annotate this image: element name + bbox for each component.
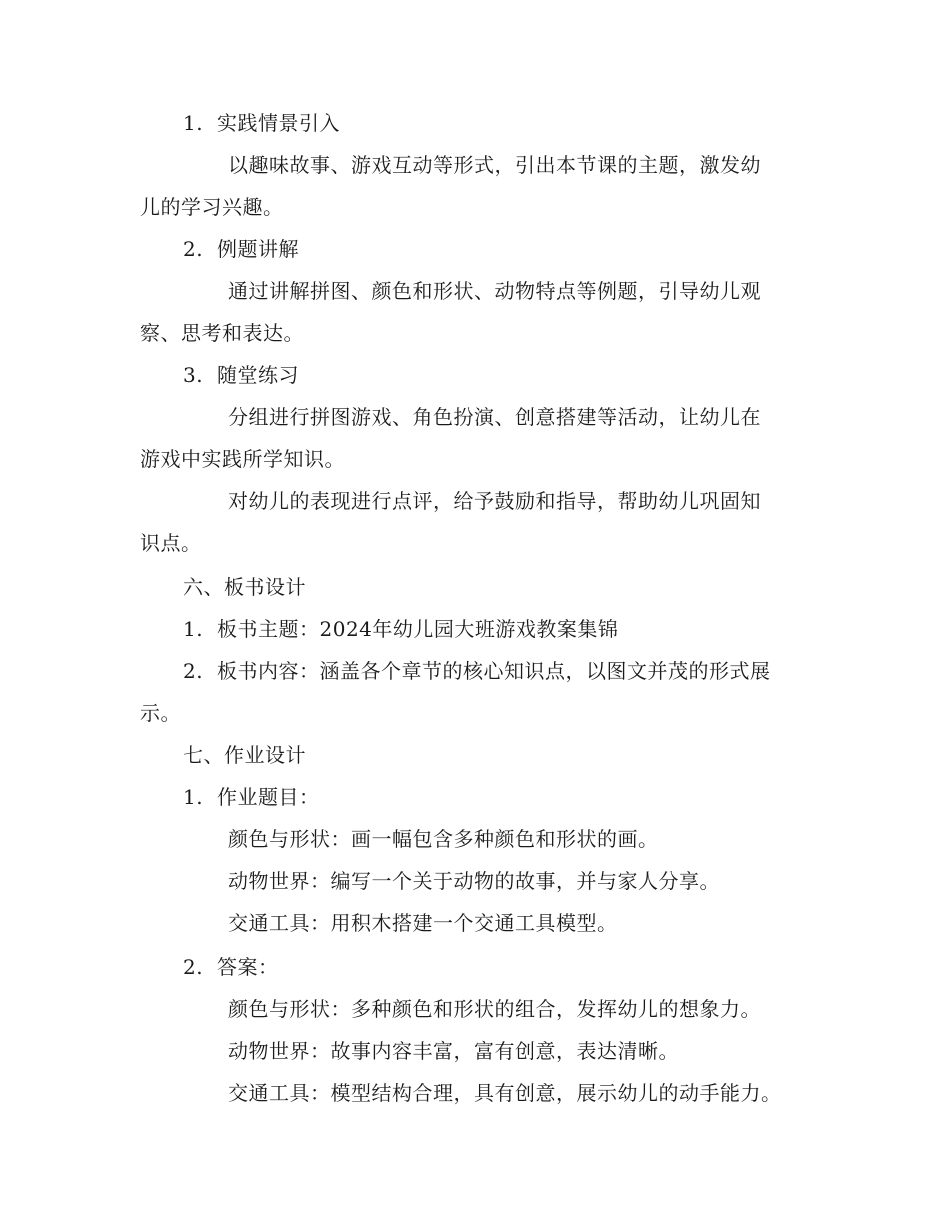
section-number: 1.	[183, 111, 204, 135]
paragraph-line: 儿的学习兴趣。	[140, 195, 284, 219]
chapter-heading-6: 六、板书设计	[183, 575, 306, 599]
list-item	[183, 657, 771, 685]
paragraph-line: 察、思考和表达。	[140, 321, 304, 345]
section-title: 实践情景引入	[217, 111, 340, 135]
item-text: 板书主题：2024年幼儿园大班游戏教案集锦	[217, 617, 619, 641]
item-number: 2.	[183, 955, 204, 979]
section-3-heading	[183, 361, 299, 389]
list-item	[183, 783, 320, 811]
homework-item: 动物世界：编写一个关于动物的故事，并与家人分享。	[228, 869, 720, 893]
homework-item: 颜色与形状：画一幅包含多种颜色和形状的画。	[228, 827, 659, 851]
item-text: 作业题目：	[217, 785, 320, 809]
section-title: 随堂练习	[217, 363, 299, 387]
chapter-heading-7: 七、作业设计	[183, 743, 306, 767]
section-title: 例题讲解	[217, 237, 299, 261]
paragraph-line: 通过讲解拼图、颜色和形状、动物特点等例题，引导幼儿观	[228, 279, 761, 303]
section-1-heading	[183, 109, 340, 137]
answer-item: 交通工具：模型结构合理，具有创意，展示幼儿的动手能力。	[228, 1081, 782, 1105]
paragraph-line: 游戏中实践所学知识。	[140, 447, 345, 471]
answer-item: 颜色与形状：多种颜色和形状的组合，发挥幼儿的想象力。	[228, 997, 761, 1021]
list-item	[183, 615, 618, 643]
item-text: 答案：	[217, 955, 279, 979]
section-number: 2.	[183, 237, 204, 261]
paragraph-line: 示。	[140, 701, 181, 725]
answer-item: 动物世界：故事内容丰富，富有创意，表达清晰。	[228, 1039, 679, 1063]
paragraph-line: 分组进行拼图游戏、角色扮演、创意搭建等活动，让幼儿在	[228, 405, 761, 429]
item-number: 1.	[183, 785, 204, 809]
section-number: 3.	[183, 363, 204, 387]
list-item	[183, 953, 279, 981]
item-number: 1.	[183, 617, 204, 641]
item-text: 板书内容：涵盖各个章节的核心知识点，以图文并茂的形式展	[217, 659, 771, 683]
paragraph-line: 以趣味故事、游戏互动等形式，引出本节课的主题，激发幼	[228, 153, 761, 177]
item-number: 2.	[183, 659, 204, 683]
section-2-heading	[183, 235, 299, 263]
paragraph-line: 对幼儿的表现进行点评，给予鼓励和指导，帮助幼儿巩固知	[228, 489, 761, 513]
homework-item: 交通工具：用积木搭建一个交通工具模型。	[228, 911, 618, 935]
paragraph-line: 识点。	[140, 531, 202, 555]
